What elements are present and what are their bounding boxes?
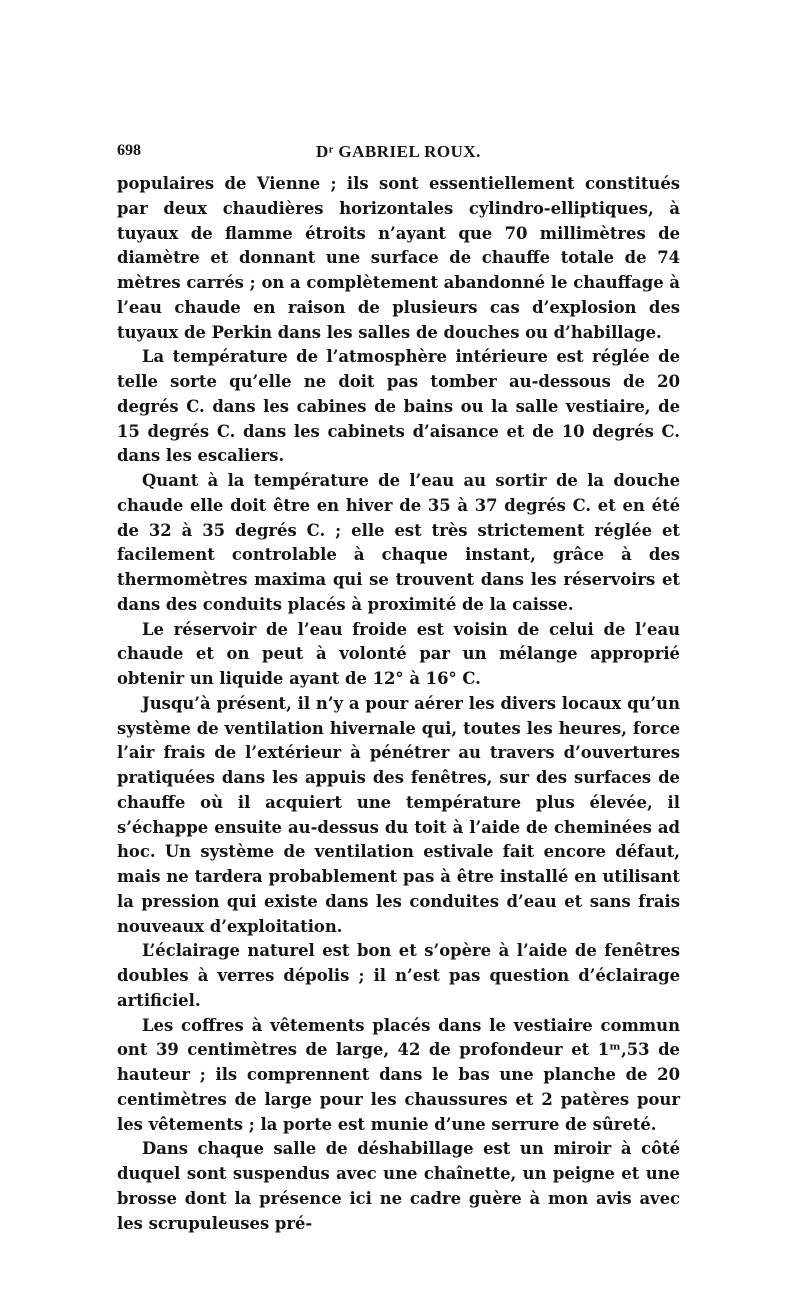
paragraph: Dans chaque salle de déshabillage est un miroir à côté duquel sont suspendus avec une chaînette, un peigne et une brosse dont la présence ici ne cadre guère à mon avis avec les scrupuleuses pré- <box>117 1139 680 1233</box>
body-text <box>117 172 680 1236</box>
page-number: 698 <box>117 142 141 159</box>
paragraph: La température de l’atmosphère intérieure est réglée de telle sorte qu’elle ne doit pas tomber au-dessous de 20 degrés C. dans les cabines de bains ou la salle vestiaire, de 15 degrés C. dans les cabinets d’aisance et de 10 degrés C. dans les escaliers. <box>117 347 680 466</box>
running-head: Dʳ GABRIEL ROUX. <box>316 142 481 161</box>
paragraph: Jusqu’à présent, il n’y a pour aérer les divers locaux qu’un système de ventilation hivernale qui, toutes les heures, force l’air frais de l’extérieur à pénétrer au travers d’ouvertures pratiquées dans les appuis des fenêtres, sur des surfaces de chauffe où il acquiert une température plus élevée, il s’échappe ensuite au-dessus du toit à l’aide de cheminées ad hoc. Un système de ventilation estivale fait encore défaut, mais ne tardera probablement pas à être installé en utilisant la pression qui existe dans les conduites d’eau et sans frais nouveaux d’exploitation. <box>117 693 680 936</box>
paragraph: Les coffres à vêtements placés dans le vestiaire commun ont 39 centimètres de large, 42 de profondeur et 1ᵐ,53 de hauteur ; ils comprennent dans le bas une planche de 20 centimètres de large pour les chaussures et 2 patères pour les vêtements ; la porte est munie d’une serrure de sûreté. <box>117 1015 680 1134</box>
page-header <box>117 142 680 168</box>
paragraph: populaires de Vienne ; ils sont essentiellement constitués par deux chaudières horizontales cylindro-elliptiques, à tuyaux de flamme étroits n’ayant que 70 millimètres de diamètre et donnant une surface de chauffe totale de 74 mètres carrés ; on a complètement abandonné le chauffage à l’eau chaude en raison de plusieurs cas d’explosion des tuyaux de Perkin dans les salles de douches ou d’habillage. <box>117 174 680 342</box>
paragraph: Quant à la température de l’eau au sortir de la douche chaude elle doit être en hiver de 35 à 37 degrés C. et en été de 32 à 35 degrés C. ; elle est très strictement réglée et facilement controlable à chaque instant, grâce à des thermomètres maxima qui se trouvent dans les réservoirs et dans des conduits placés à proximité de la caisse. <box>117 471 680 614</box>
paragraph: Le réservoir de l’eau froide est voisin de celui de l’eau chaude et on peut à volonté par un mélange approprié obtenir un liquide ayant de 12° à 16° C. <box>117 619 680 688</box>
paragraph: L’éclairage naturel est bon et s’opère à l’aide de fenêtres doubles à verres dépolis ; il n’est pas question d’éclairage artificiel. <box>117 941 680 1010</box>
